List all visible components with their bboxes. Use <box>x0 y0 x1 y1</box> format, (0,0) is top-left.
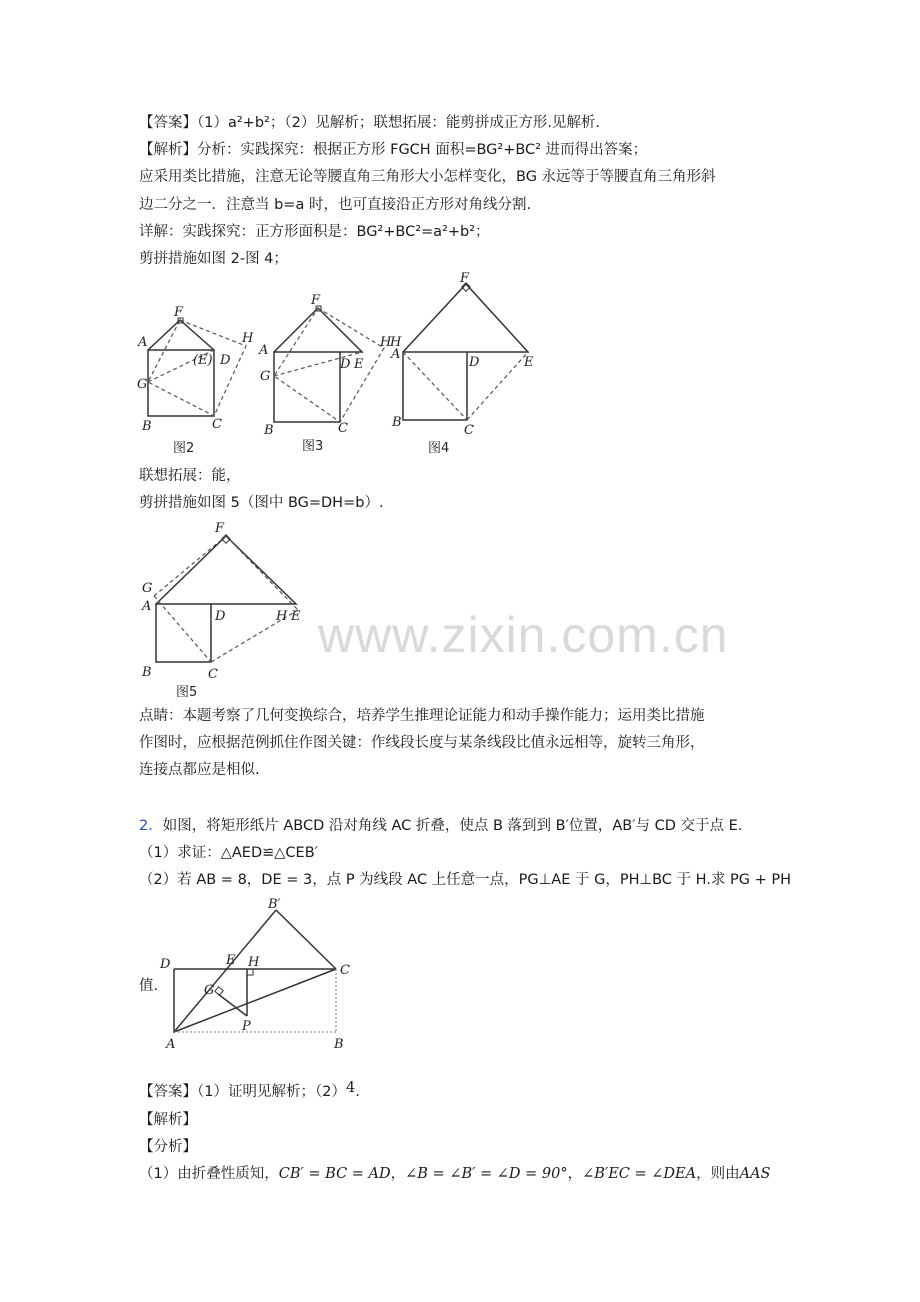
analysis-1-line-5: 剪拼措施如图 2-图 4； <box>139 251 288 267</box>
question-number: 2． <box>139 818 163 834</box>
analysis-2-sep1: ， <box>390 1166 406 1182</box>
analysis-2-eq3: ∠B′EC = ∠DEA <box>582 1166 697 1182</box>
fig5-label-c: C <box>208 667 218 682</box>
analysis-2-sep3: ，则由 <box>696 1166 740 1182</box>
fig3-label-e: E <box>354 357 364 372</box>
answer-2-value: 4 <box>345 1080 356 1096</box>
fig2-label-e: (E) <box>193 353 213 368</box>
answer-text: （1）a²+b²；（2）见解析；联想拓展：能剪拼成正方形.见解析. <box>197 115 601 131</box>
fig4-label-d: D <box>469 355 480 370</box>
analysis-2-eq1: CB′ = BC = AD <box>278 1166 391 1182</box>
fig2-caption: 图2 <box>173 441 195 456</box>
analysis-2-eq4: AAS <box>739 1166 771 1182</box>
answer-2-label: 【答案】 <box>139 1084 197 1100</box>
fig3-label-c: C <box>338 421 348 436</box>
analysis-2-label: 【解析】 <box>139 1112 197 1128</box>
answer-2-text: （1）证明见解析；（2） <box>197 1084 346 1100</box>
analysis-2-line <box>139 1164 771 1184</box>
question-2-line-1 <box>139 816 742 836</box>
q2-label-b: B <box>334 1037 344 1052</box>
watermark: www.zixin.com.cn <box>318 607 729 663</box>
extension-line-2: 剪拼措施如图 5（图中 BG=DH=b）. <box>139 495 384 511</box>
fig5-caption: 图5 <box>176 685 198 700</box>
fig3-label-d: D <box>340 357 351 372</box>
analysis-2-start: （1）由折叠性质知， <box>139 1166 279 1182</box>
fig2-label-h: H <box>242 331 254 346</box>
answer-label: 【答案】 <box>139 115 197 131</box>
answer-2 <box>139 1082 360 1102</box>
fig5-label-e: E <box>291 609 301 624</box>
fig4-label-b: B <box>392 415 402 430</box>
fig5-label-f: F <box>215 521 225 536</box>
question-2-line-4: 值. <box>139 978 159 994</box>
q2-label-b-prime: B′ <box>268 897 281 912</box>
fig2-label-f: F <box>174 305 184 320</box>
fig2-label-c: C <box>212 417 222 432</box>
fig3-label-g: G <box>260 369 271 384</box>
fig4-label-e: E <box>524 355 534 370</box>
fig2-label-b: B <box>142 419 152 434</box>
extension-line-1: 联想拓展：能， <box>139 468 241 484</box>
q2-label-g: G <box>204 983 215 998</box>
fig4-label-h: H <box>390 335 402 350</box>
q2-label-a: A <box>166 1037 176 1052</box>
q2-label-e: E <box>226 953 236 968</box>
fig4-caption: 图4 <box>428 441 450 456</box>
answer-1 <box>139 113 600 133</box>
q2-label-h: H <box>248 955 260 970</box>
q2-label-d: D <box>160 957 171 972</box>
analysis-text: 分析：实践探究：根据正方形 FGCH 面积=BG²+BC² 进而得出答案； <box>197 142 648 158</box>
comment-line-2: 作图时，应根据范例抓住作图关键：作线段长度与某条线段比值永远相等，旋转三角形， <box>139 735 705 751</box>
analysis-2-sub: 【分析】 <box>139 1139 197 1155</box>
fig5-label-g: G <box>142 581 153 596</box>
figure-5-diagram <box>138 516 314 702</box>
question-2-diagram <box>156 896 370 1070</box>
fig3-caption: 图3 <box>302 439 324 454</box>
fig5-label-d: D <box>215 609 226 624</box>
fig5-label-b: B <box>142 665 152 680</box>
analysis-2-sep2: ， <box>567 1166 583 1182</box>
fig4-label-c: C <box>464 423 474 438</box>
figure-3-diagram <box>256 288 402 458</box>
figure-2-diagram <box>136 302 269 458</box>
figure-4-diagram <box>388 270 538 458</box>
fig3-label-f: F <box>311 293 321 308</box>
analysis-1-line-4: 详解：实践探究：正方形面积是：BG²+BC²=a²+b²； <box>139 224 490 240</box>
fig2-label-a: A <box>138 335 148 350</box>
q2-label-p: P <box>242 1019 251 1034</box>
fig2-label-g: G <box>137 377 148 392</box>
fig3-label-b: B <box>264 423 274 438</box>
fig4-label-a: A <box>391 347 401 362</box>
fig5-label-a: A <box>142 599 152 614</box>
fig3-label-h: H <box>380 335 392 350</box>
analysis-2-eq2: ∠B = ∠B′ = ∠D = 90° <box>405 1166 568 1182</box>
fig3-label-a: A <box>259 343 269 358</box>
question-text: 如图，将矩形纸片 ABCD 沿对角线 AC 折叠，使点 B 落到到 B′位置，AB′与 CD 交于点 E. <box>162 818 743 834</box>
q2-label-c: C <box>340 963 350 978</box>
comment-line-1: 点睛：本题考察了几何变换综合，培养学生推理论证能力和动手操作能力；运用类比措施 <box>139 708 705 724</box>
fig2-label-d: D <box>220 353 231 368</box>
analysis-1-line-2: 应采用类比措施，注意无论等腰直角三角形大小怎样变化，BG 永远等于等腰直角三角形斜 <box>139 169 716 185</box>
answer-2-end: . <box>355 1084 360 1100</box>
question-2-line-3: （2）若 AB = 8，DE = 3，点 P 为线段 AC 上任意一点，PG⊥AE 于 G，PH⊥BC 于 H.求 PG + PH <box>139 872 792 888</box>
fig4-label-f: F <box>460 271 470 286</box>
question-2-line-2: （1）求证：△AED≌△CEB′ <box>139 845 318 861</box>
analysis-1-line-3: 边二分之一．注意当 b=a 时，也可直接沿正方形对角线分割. <box>139 197 532 213</box>
fig5-label-h: H <box>276 609 288 624</box>
comment-line-3: 连接点都应是相似. <box>139 762 260 778</box>
analysis-1-line-1 <box>139 140 647 160</box>
analysis-label: 【解析】 <box>139 142 197 158</box>
